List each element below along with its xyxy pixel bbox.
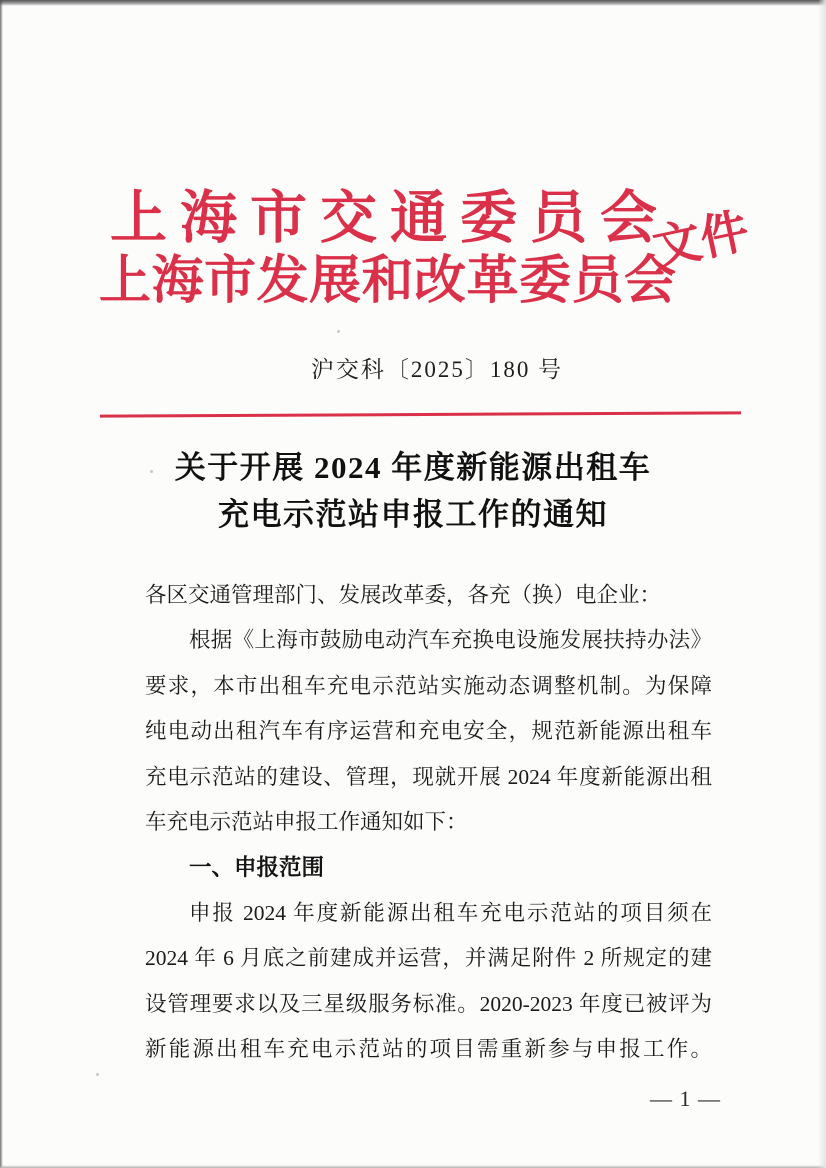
body-line: 2024 年 6 月底之前建成并运营，并满足附件 2 所规定的建 — [145, 946, 712, 971]
scan-speckle — [337, 330, 340, 333]
scan-speckle — [96, 1073, 99, 1076]
salutation-line: 各区交通管理部门、发展改革委，各充（换）电企业： — [145, 583, 662, 607]
letterhead-org-2: 上海市发展和改革委员会 — [99, 253, 677, 310]
body-line: 设管理要求以及三星级服务标准。2020-2023 年度已被评为 — [145, 991, 712, 1016]
section-heading-1: 一、申报范围 — [189, 855, 325, 881]
letterhead-stamp-wenjian: 文件 — [648, 204, 754, 277]
red-separator-rule — [100, 411, 741, 417]
scan-edge-top — [0, 0, 826, 6]
body-line: 车充电示范站申报工作通知如下： — [145, 809, 468, 834]
scan-edge-left — [0, 0, 3, 1168]
page-number: — 1 — — [650, 1086, 721, 1111]
body-line: 纯电动出租汽车有序运营和充电安全，规范新能源出租车 — [145, 719, 712, 744]
body-line: 申报 2024 年度新能源出租车充电示范站的项目须在 — [189, 900, 712, 925]
scan-edge-right — [818, 0, 826, 1168]
body-line: 要求，本市出租车充电示范站实施动态调整机制。为保障 — [145, 673, 712, 698]
body-line: 充电示范站的建设、管理，现就开展 2024 年度新能源出租 — [145, 764, 712, 789]
letterhead-org-1: 上海市交通委员会 — [110, 187, 670, 250]
document-number: 沪交科〔2025〕180 号 — [310, 357, 564, 382]
document-title — [0, 444, 826, 538]
body-line: 新能源出租车充电示范站的项目需重新参与申报工作。 — [145, 1036, 712, 1061]
document-title-line-2: 充电示范站申报工作的通知 — [218, 497, 608, 532]
body-line: 根据《上海市鼓励电动汽车充换电设施发展扶持办法》 — [189, 628, 712, 653]
document-body — [145, 573, 712, 1072]
document-title-line-1: 关于开展 2024 年度新能源出租车 — [174, 450, 652, 485]
